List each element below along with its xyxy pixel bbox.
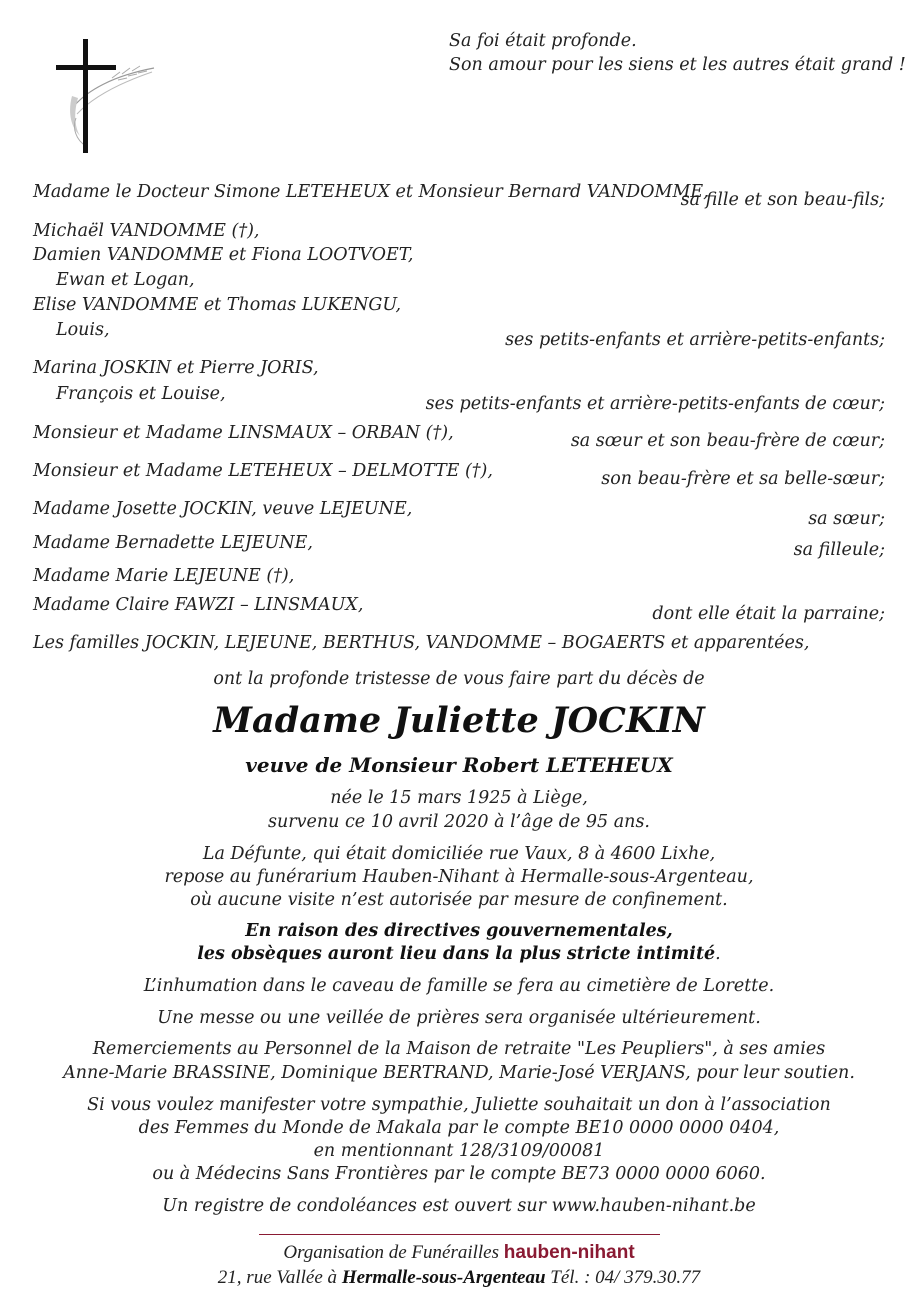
footer-divider <box>259 1234 660 1235</box>
family-line: Ewan et Logan, <box>56 270 195 290</box>
family-relation: dont elle était la parraine; <box>652 604 885 624</box>
footer-address <box>0 1267 918 1289</box>
burial-line: L’inhumation dans le caveau de famille se fera au cimetière de Lorette. <box>143 976 775 996</box>
family-line: Michaël VANDOMME (†), <box>33 221 260 241</box>
family-line: Madame Josette JOCKIN, veuve LEJEUNE, <box>33 499 413 519</box>
quote-line-1: Sa foi était profonde. <box>449 31 637 51</box>
address-town: Hermalle-sous-Argenteau <box>341 1267 546 1288</box>
family-relation: son beau-frère et sa belle-sœur; <box>601 469 885 489</box>
domicile-line: La Défunte, qui était domiciliée rue Vaux, 8 à 4600 Lixhe, <box>202 844 716 864</box>
family-line: Madame le Docteur Simone LETEHEUX et Monsieur Bernard VANDOMME, <box>33 182 709 202</box>
family-line: Madame Marie LEJEUNE (†), <box>33 566 295 586</box>
donate-line-4: ou à Médecins Sans Frontières par le compte BE73 0000 0000 6060. <box>152 1164 766 1184</box>
address-street: 21, rue Vallée à <box>217 1267 338 1288</box>
no-visit-line: où aucune visite n’est autorisée par mesure de confinement. <box>190 890 728 910</box>
family-relation: sa filleule; <box>793 540 885 560</box>
family-line: Elise VANDOMME et Thomas LUKENGU, <box>33 295 402 315</box>
deceased-subtitle: veuve de Monsieur Robert LETEHEUX <box>245 753 673 777</box>
brand-logo: hauben-nihant <box>503 1242 635 1263</box>
family-line: Monsieur et Madame LETEHEUX – DELMOTTE (†), <box>33 461 493 481</box>
thanks-line-1: Remerciements au Personnel de la Maison de retraite "Les Peupliers", à ses amies <box>92 1039 826 1059</box>
directives-line: En raison des directives gouvernementales, <box>245 921 673 941</box>
quote-line-2: Son amour pour les siens et les autres était grand ! <box>449 55 906 75</box>
family-relation: sa sœur et son beau-frère de cœur; <box>570 431 885 451</box>
footer-organisation <box>0 1242 918 1264</box>
rests-line: repose au funérarium Hauben-Nihant à Hermalle-sous-Argenteau, <box>164 867 754 887</box>
donate-line-1: Si vous voulez manifester votre sympathie, Juliette souhaitait un don à l’association <box>87 1095 831 1115</box>
family-relation: ses petits-enfants et arrière-petits-enfants; <box>505 330 885 350</box>
family-line: Les familles JOCKIN, LEJEUNE, BERTHUS, VANDOMME – BOGAERTS et apparentées, <box>33 633 810 653</box>
footer-org-label: Organisation de Funérailles <box>283 1242 500 1263</box>
mass-line: Une messe ou une veillée de prières sera organisée ultérieurement. <box>157 1008 761 1028</box>
intro-text: ont la profonde tristesse de vous faire part du décès de <box>213 669 705 689</box>
donate-line-2: des Femmes du Monde de Makala par le compte BE10 0000 0000 0404, <box>138 1118 780 1138</box>
family-line: Louis, <box>56 320 110 340</box>
family-relation: sa sœur; <box>808 509 885 529</box>
died-line: survenu ce 10 avril 2020 à l’âge de 95 ans. <box>268 812 650 832</box>
family-line: Damien VANDOMME et Fiona LOOTVOET, <box>33 245 414 265</box>
privacy-text: les obsèques auront lieu dans la plus stricte intimité <box>197 944 716 964</box>
family-line: Marina JOSKIN et Pierre JORIS, <box>33 358 319 378</box>
family-line: Madame Claire FAWZI – LINSMAUX, <box>33 595 364 615</box>
donate-line-3: en mentionnant 128/3109/00081 <box>313 1141 605 1161</box>
privacy-period: . <box>715 944 721 964</box>
register-line: Un registre de condoléances est ouvert sur www.hauben-nihant.be <box>162 1196 756 1216</box>
born-line: née le 15 mars 1925 à Liège, <box>330 788 588 808</box>
family-line: Madame Bernadette LEJEUNE, <box>33 533 313 553</box>
thanks-line-2: Anne-Marie BRASSINE, Dominique BERTRAND, Marie-José VERJANS, pour leur soutien. <box>63 1063 855 1083</box>
family-line: François et Louise, <box>56 384 226 404</box>
family-relation: ses petits-enfants et arrière-petits-enfants de cœur; <box>425 394 885 414</box>
family-line: Monsieur et Madame LINSMAUX – ORBAN (†), <box>33 423 454 443</box>
family-relation: sa fille et son beau-fils; <box>680 190 885 210</box>
cross-icon <box>52 36 162 156</box>
address-phone: Tél. : 04/ 379.30.77 <box>550 1267 701 1288</box>
privacy-line <box>0 944 918 964</box>
deceased-name: Madame Juliette JOCKIN <box>213 700 705 741</box>
